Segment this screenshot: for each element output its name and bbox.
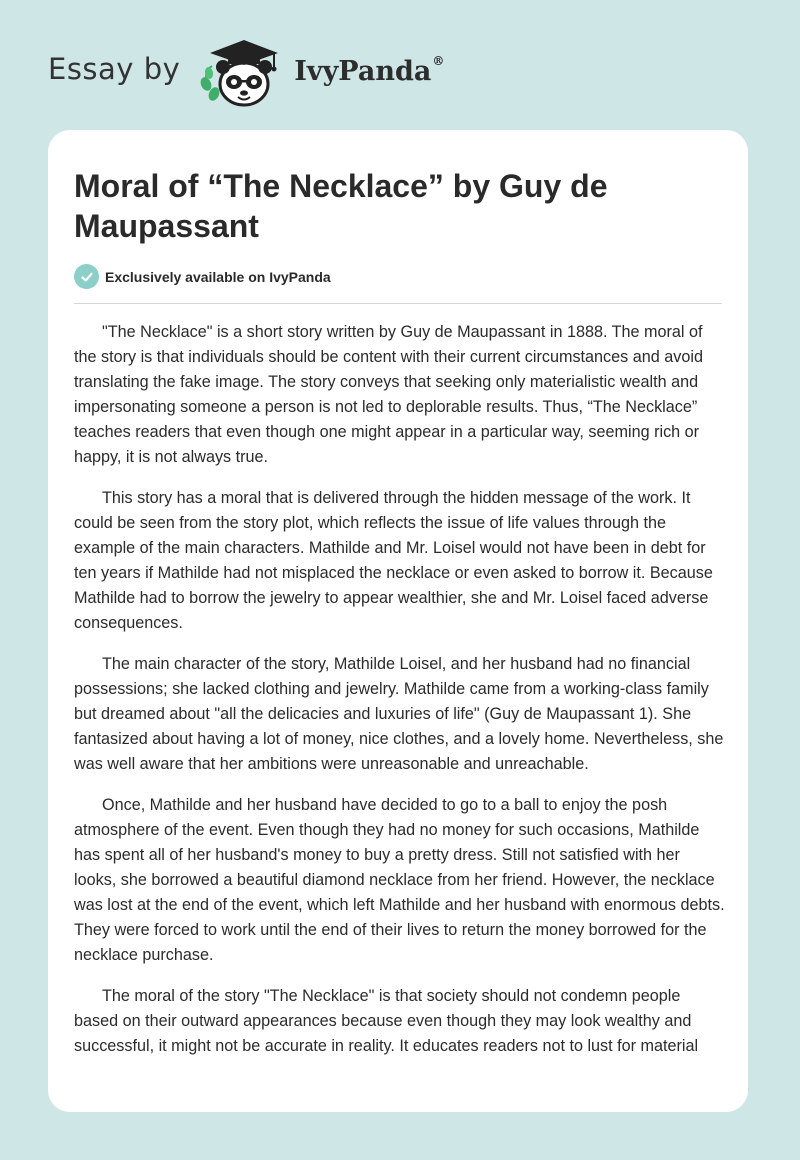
essay-body [74,320,726,1075]
divider [74,303,722,304]
essay-paragraph: "The Necklace" is a short story written by Guy de Maupassant in 1888. The moral of the story is that individuals should be content with their current circumstances and avoid translating the fake image. The story conveys that seeking only materialistic wealth and impersonating someone a person is not led to deplorable results. Thus, “The Necklace” teaches readers that even though one might appear in a particular way, seeming rich or happy, it is not always true. [74,323,703,466]
essay-card [48,130,748,1112]
brand-name-text: IvyPanda [294,55,432,87]
essay-title: Moral of “The Necklace” by Guy de Maupassant [74,168,608,244]
essay-paragraph: The main character of the story, Mathilde Loisel, and her husband had no financial possessions; she lacked clothing and jewelry. Mathilde came from a working-class family but dreamed about "all the delicacies and luxuries of life" (Guy de Maupassant 1). She fantasized about having a lot of money, nice clothes, and a lovely home. Nevertheless, she was well aware that her ambitions were unreasonable and unreachable. [74,655,724,773]
exclusive-badge [74,264,331,289]
essay-paragraph: The moral of the story "The Necklace" is that society should not condemn people based on their outward appearances because even though they may look wealthy and successful, it might not be accurate in reality. It educates readers not to lust for material [74,987,699,1055]
essay-paragraph: Once, Mathilde and her husband have decided to go to a ball to enjoy the posh atmosphere of the event. Even though they had no money for such occasions, Mathilde has spent all of her husband's money to buy a pretty dress. Still not satisfied with her looks, she borrowed a beautiful diamond necklace from her friend. However, the necklace was lost at the end of the event, which left Mathilde and her husband with enormous debts. They were forced to work until the end of their lives to return the money borrowed for the necklace purchase. [74,796,725,964]
site-header [48,34,444,110]
registered-mark: ® [432,53,445,68]
panda-graduate-logo-icon [194,34,290,110]
check-icon [74,264,99,289]
check-mark-glyph [80,270,94,284]
essay-by-label: Essay by [48,52,181,86]
brand-name [294,53,445,87]
exclusive-label: Exclusively available on IvyPanda [105,268,331,285]
essay-paragraph: This story has a moral that is delivered through the hidden message of the work. It could be seen from the story plot, which reflects the issue of life values through the example of the main characters. Mathilde and Mr. Loisel would not have been in debt for ten years if Mathilde had not misplaced the necklace or even asked to borrow it. Because Mathilde had to borrow the jewelry to appear wealthier, she and Mr. Loisel faced adverse consequences. [74,489,713,632]
